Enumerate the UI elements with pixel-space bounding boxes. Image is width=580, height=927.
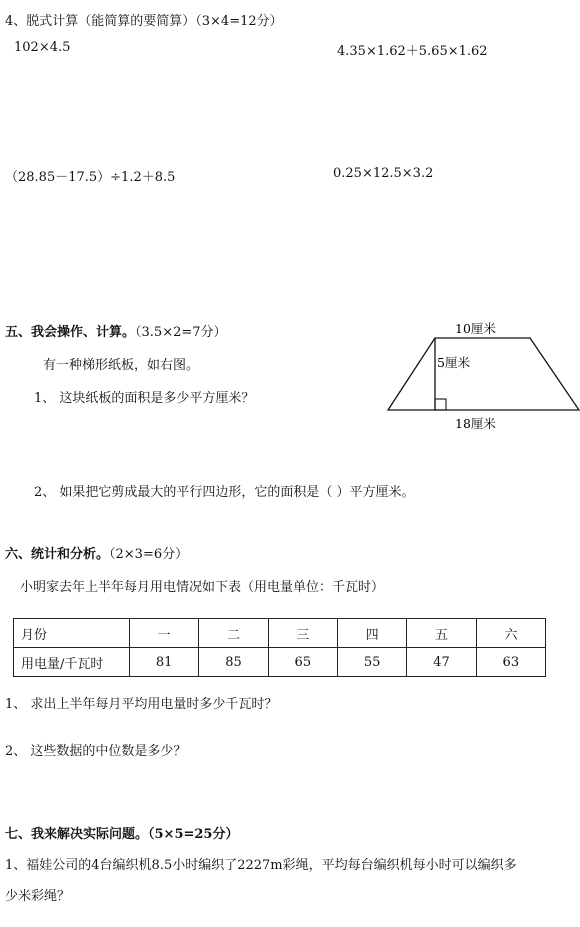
problem-2: 4.35×1.62＋5.65×1.62	[337, 44, 488, 59]
section5-question-1: 1、 这块纸板的面积是多少平方厘米？	[34, 391, 255, 406]
month-cell: 五	[407, 619, 476, 648]
problem-1: 102×4.5	[14, 40, 71, 55]
height-label: 5厘米	[437, 355, 470, 370]
section6-title: 六、统计和分析。	[5, 547, 110, 562]
section5-intro: 有一种梯形纸板，如右图。	[43, 358, 200, 373]
section7-question-1-line1: 1、福娃公司的4台编织机8.5小时编织了2227m彩绳，平均每台编织机每小时可以编织多	[5, 858, 517, 873]
section6-intro: 小明家去年上半年每月用电情况如下表（用电量单位：千瓦时）	[20, 580, 385, 595]
usage-cell: 85	[199, 648, 268, 677]
section5-title: 五、我会操作、计算。	[5, 325, 136, 340]
section7-question-1-line2: 少米彩绳？	[5, 889, 71, 904]
problem-3: （28.85－17.5）÷1.2＋8.5	[5, 170, 176, 185]
electricity-table	[13, 618, 546, 677]
month-header: 月份	[14, 619, 130, 648]
section6-question-1: 1、 求出上半年每月平均用电量时多少千瓦时？	[5, 697, 278, 712]
bottom-length-label: 18厘米	[455, 416, 496, 431]
top-length-label: 10厘米	[455, 321, 496, 336]
month-cell: 一	[130, 619, 199, 648]
section7-title: 七、我来解决实际问题。（5×5=25分）	[5, 827, 239, 842]
table-row	[14, 648, 546, 677]
usage-cell: 81	[130, 648, 199, 677]
trapezoid-figure	[380, 318, 580, 438]
trapezoid-shape	[388, 338, 579, 410]
section4-title: 4、脱式计算（能简算的要简算）（3×4=12分）	[5, 14, 283, 29]
usage-header: 用电量/千瓦时	[14, 648, 130, 677]
section6-score: （2×3=6分）	[109, 547, 189, 562]
table-row	[14, 619, 546, 648]
section6-heading	[5, 543, 188, 562]
usage-cell: 55	[337, 648, 406, 677]
problem-4: 0.25×12.5×3.2	[333, 166, 434, 181]
month-cell: 二	[199, 619, 268, 648]
month-cell: 三	[268, 619, 337, 648]
usage-cell: 47	[407, 648, 476, 677]
section5-score: （3.5×2=7分）	[135, 325, 227, 340]
month-cell: 四	[337, 619, 406, 648]
section5-question-2: 2、 如果把它剪成最大的平行四边形，它的面积是（ ）平方厘米。	[34, 485, 415, 500]
usage-cell: 65	[268, 648, 337, 677]
section5-heading	[5, 321, 227, 340]
section6-question-2: 2、 这些数据的中位数是多少？	[5, 744, 187, 759]
usage-cell: 63	[476, 648, 545, 677]
right-angle-mark	[435, 399, 446, 410]
month-cell: 六	[476, 619, 545, 648]
